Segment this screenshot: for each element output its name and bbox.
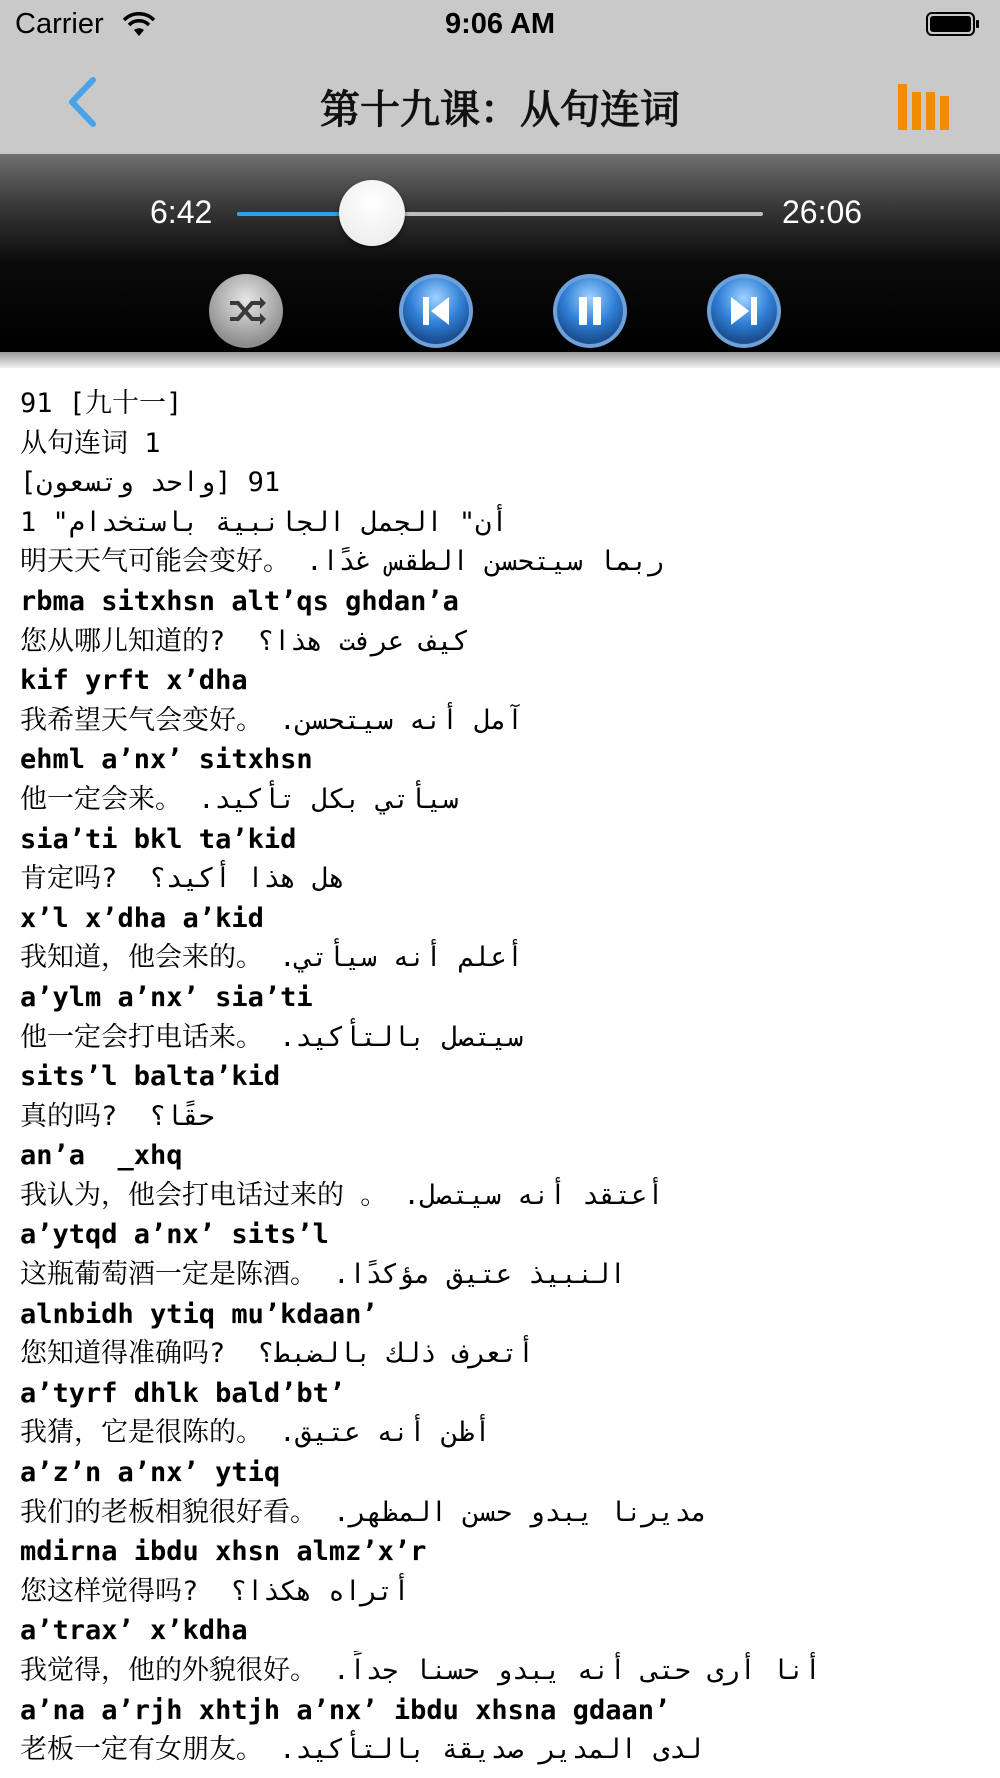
sentence-line: 我知道，他会来的。 .أعلم أنه سيأتي bbox=[20, 942, 524, 974]
transliteration-line: a’ylm a’nx’ sia’ti bbox=[20, 981, 313, 1013]
sentence-line: 我希望天气会变好。 .آمل أنه سيتحسن bbox=[20, 704, 524, 736]
sentence-line: 我们的老板相貌很好看。 .مديرنا يبدو حسن المظهر bbox=[20, 1496, 708, 1528]
transliteration-line: kif yrft x’dha bbox=[20, 665, 248, 697]
elapsed-time: 6:42 bbox=[150, 194, 213, 230]
sentence-line: 明天天气可能会变好。 .ربما سيتحسن الطقس غدًا bbox=[20, 546, 664, 578]
transliteration-line: rbma sitxhsn alt’qs ghdan’a bbox=[20, 585, 459, 617]
skip-next-icon bbox=[706, 273, 782, 349]
navigation-bar bbox=[0, 50, 1000, 154]
transliteration-line: a’na a’rjh xhtjh a’nx’ ibdu xhsna gdaan’ bbox=[20, 1694, 671, 1726]
sentence-line: 您知道得准确吗? أتعرف ذلك بالضبط؟ bbox=[20, 1338, 535, 1370]
slider-thumb[interactable] bbox=[339, 180, 405, 246]
transliteration-line: alnbidh ytiq mu’kdaan’ bbox=[20, 1298, 378, 1330]
pause-icon bbox=[552, 273, 628, 349]
sentence-line: 我猜，它是很陈的。 .أظن أنه عتيق bbox=[20, 1417, 491, 1449]
sentence-line: 他一定会打电话来。 .سيتصل بالتأكيد bbox=[20, 1021, 524, 1053]
sentence-line: 我觉得，他的外貌很好。 .أنا أرى حتى أنه يبدو حسنا جداً bbox=[20, 1655, 821, 1686]
page-title: 第十九课：从句连词 bbox=[320, 87, 680, 133]
transliteration-line: an’a _xhq bbox=[20, 1140, 183, 1172]
sentence-line: 1 "أن" الجمل الجانبية باستخدام bbox=[20, 506, 508, 538]
sentence-line: 您从哪儿知道的? كيف عرفت هذا؟ bbox=[20, 625, 470, 657]
sentence-line: 我认为，他会打电话过来的 。 .أعتقد أنه سيتصل bbox=[20, 1179, 664, 1211]
bars-icon bbox=[896, 82, 954, 132]
battery-icon bbox=[926, 12, 980, 36]
carrier-label: Carrier bbox=[15, 8, 104, 40]
lesson-text bbox=[20, 384, 990, 1770]
shuffle-button[interactable] bbox=[208, 273, 284, 349]
clock: 9:06 AM bbox=[444, 8, 556, 40]
transliteration-line: sits’l balta’kid bbox=[20, 1061, 281, 1093]
sentence-line: 他一定会来。 .سيأتي بكل تأكيد bbox=[20, 783, 459, 815]
sentence-line: 这瓶葡萄酒一定是陈酒。 .النبيذ عتيق مؤكدًا bbox=[20, 1259, 626, 1291]
player-divider bbox=[0, 352, 1000, 368]
transliteration-line: ehml a’nx’ sitxhsn bbox=[20, 744, 313, 776]
transliteration-line: a’ytqd a’nx’ sits’l bbox=[20, 1219, 329, 1251]
next-button[interactable] bbox=[706, 273, 782, 349]
status-bar bbox=[0, 0, 1000, 50]
sentence-line: [واحد وتسعون] 91 bbox=[20, 467, 281, 499]
sentence-line: 从句连词 1 bbox=[20, 427, 161, 459]
transliteration-line: a’tyrf dhlk bald’bt’ bbox=[20, 1377, 346, 1409]
total-duration: 26:06 bbox=[782, 194, 863, 230]
transliteration-line: sia’ti bkl ta’kid bbox=[20, 823, 297, 855]
progress-slider[interactable] bbox=[237, 212, 763, 216]
sentence-line: 肯定吗? هل هذا أكيد؟ bbox=[20, 863, 345, 895]
sentence-line: 91 [九十一] bbox=[20, 388, 183, 419]
transliteration-line: x’l x’dha a’kid bbox=[20, 902, 264, 934]
sentence-line: 您这样觉得吗? أتراه هكذا؟ bbox=[20, 1575, 410, 1607]
skip-previous-icon bbox=[398, 273, 474, 349]
audio-player bbox=[0, 154, 1000, 352]
transliteration-line: a’trax’ x’kdha bbox=[20, 1615, 248, 1647]
levels-button[interactable] bbox=[896, 82, 954, 132]
transliteration-line: a’z’n a’nx’ ytiq bbox=[20, 1457, 281, 1489]
transliteration-line: mdirna ibdu xhsn almz’x’r bbox=[20, 1536, 427, 1568]
previous-button[interactable] bbox=[398, 273, 474, 349]
sentence-line: 真的吗? حقًا؟ bbox=[20, 1100, 215, 1132]
sentence-line: 老板一定有女朋友。 .لدى المدير صديقة بالتأكيد bbox=[20, 1734, 702, 1766]
shuffle-icon bbox=[208, 273, 284, 349]
pause-button[interactable] bbox=[552, 273, 628, 349]
